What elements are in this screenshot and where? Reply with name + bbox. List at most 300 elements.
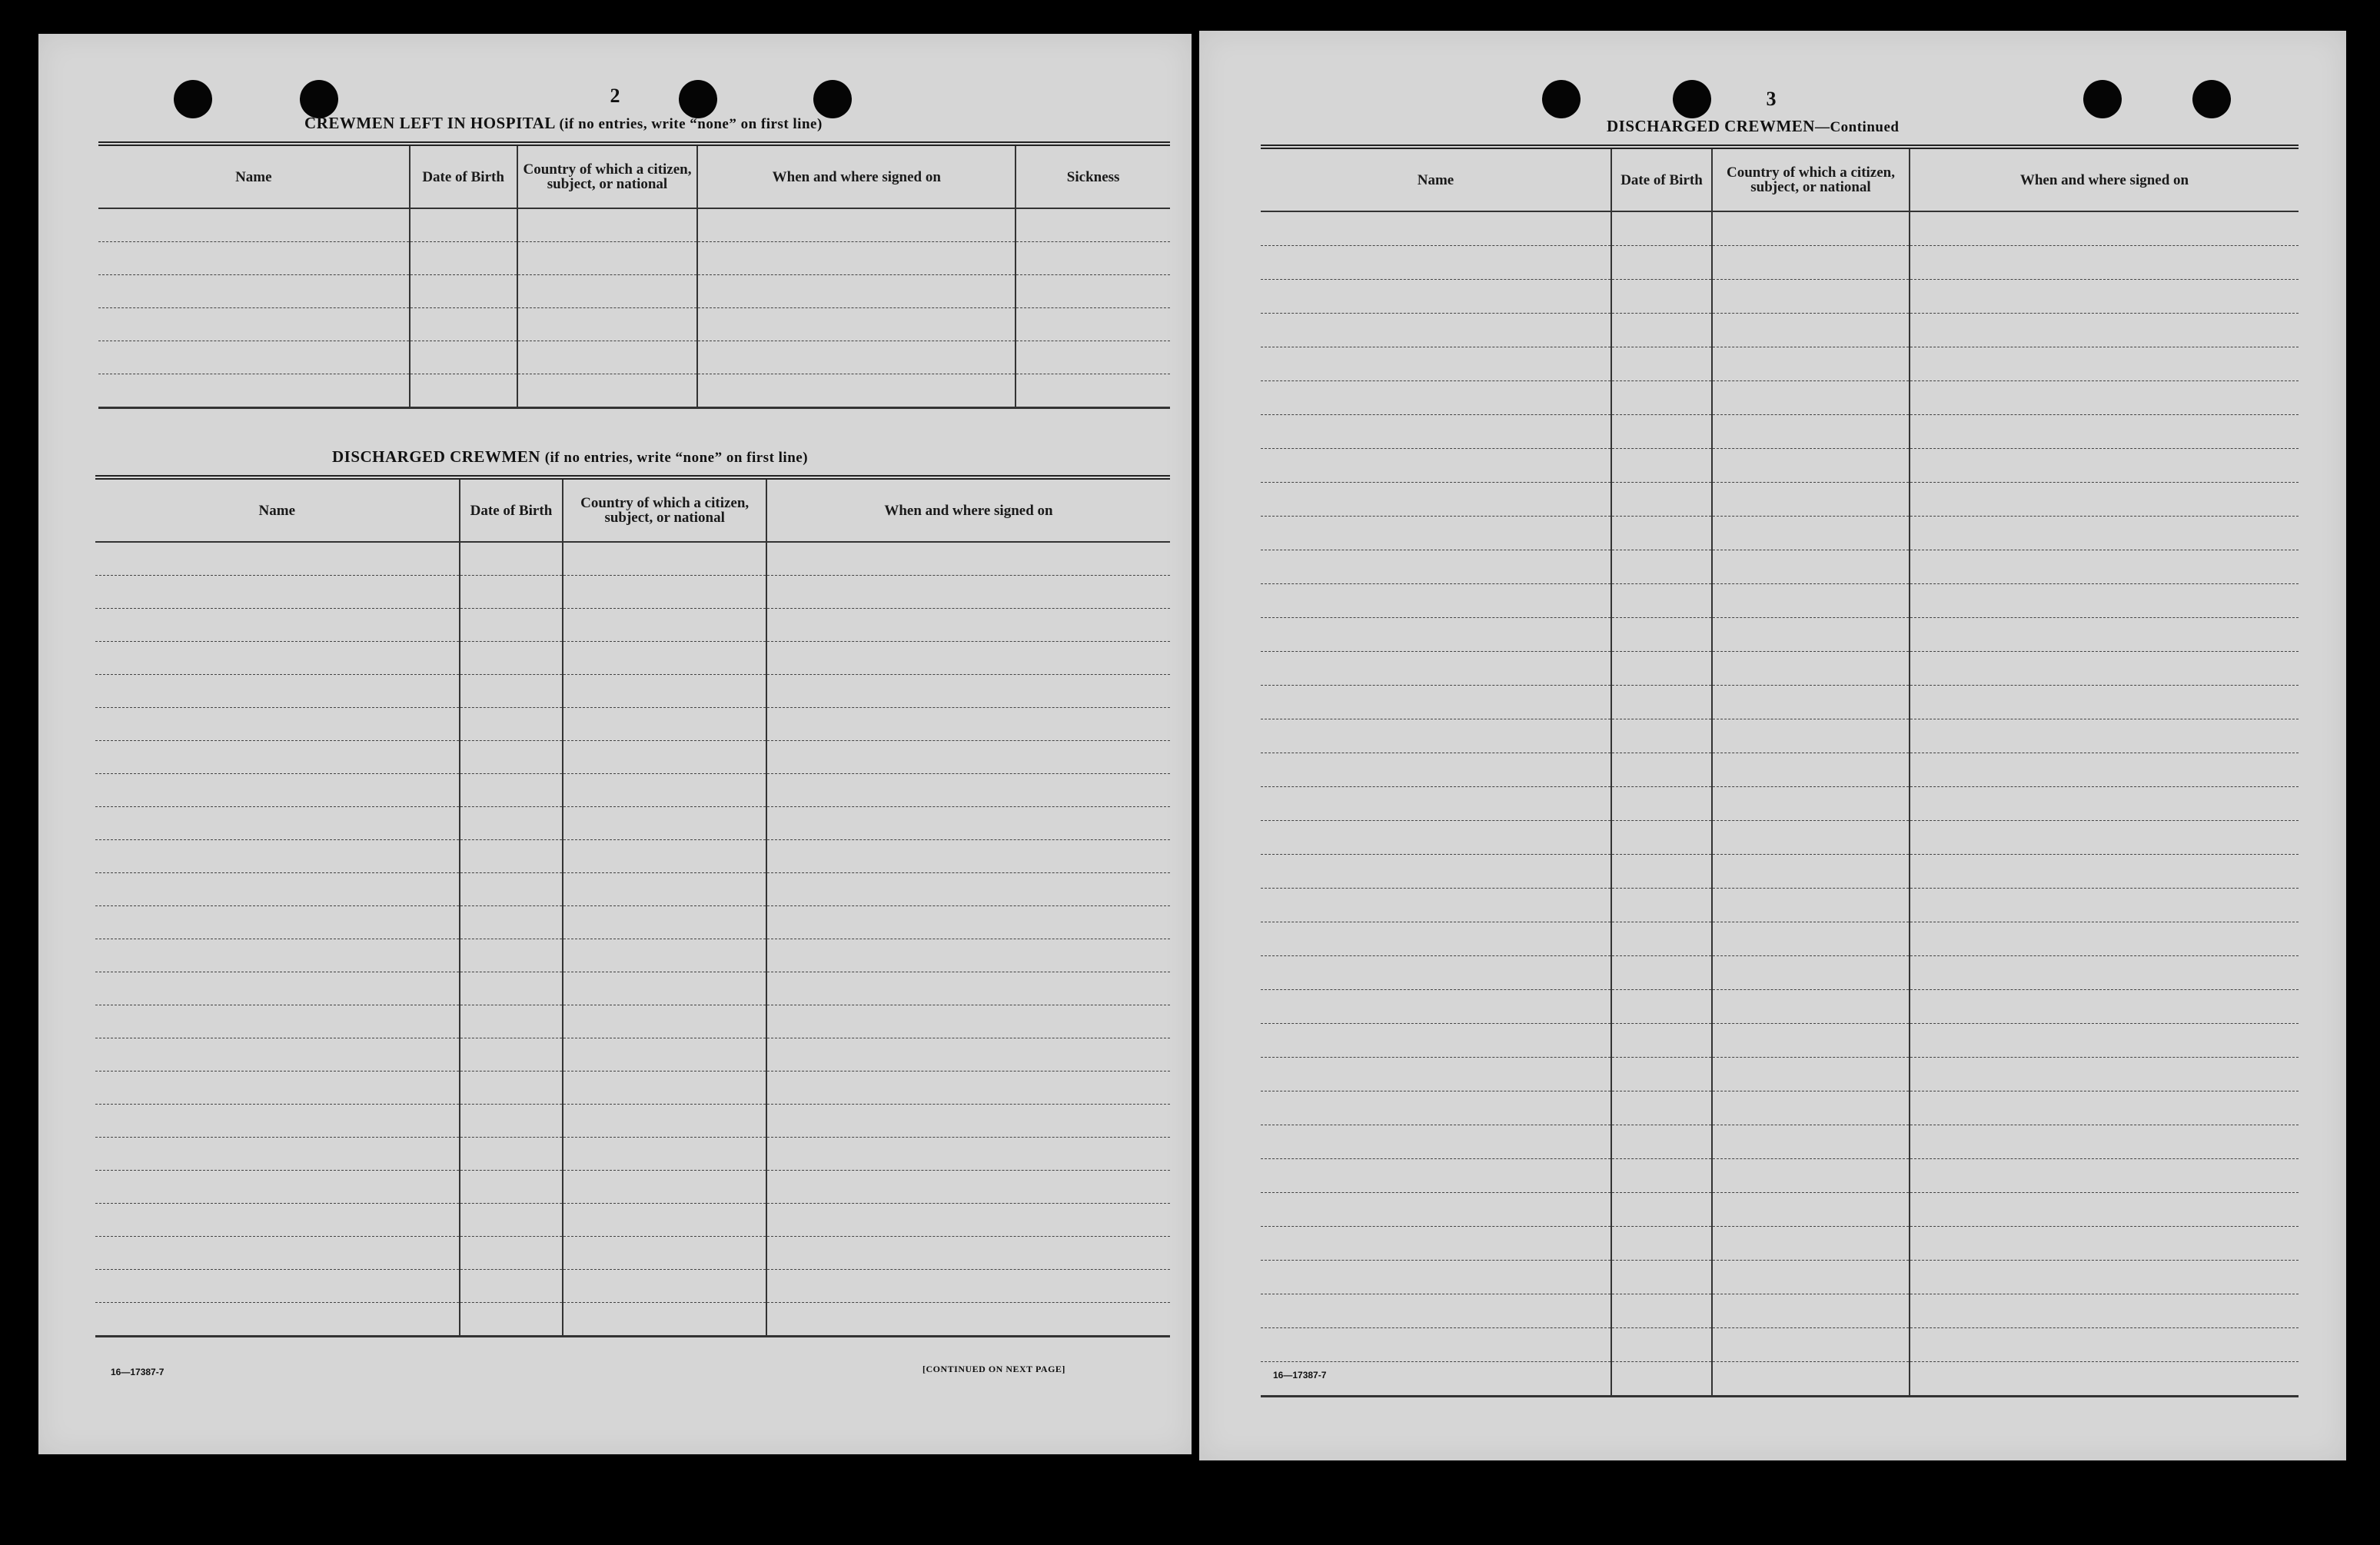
entry-cell[interactable]: [95, 1237, 460, 1270]
discharged-table: [95, 475, 1170, 1337]
entry-cell[interactable]: [460, 1270, 563, 1303]
entry-cell[interactable]: [460, 906, 563, 939]
entry-cell[interactable]: [1261, 1159, 1611, 1193]
entry-cell[interactable]: [1712, 483, 1910, 517]
entry-cell[interactable]: [1261, 347, 1611, 381]
entry-cell[interactable]: [697, 208, 1015, 242]
entry-cell[interactable]: [1261, 550, 1611, 584]
entry-cell[interactable]: [1712, 990, 1910, 1024]
entry-cell[interactable]: [1611, 347, 1712, 381]
entry-cell[interactable]: [98, 242, 410, 275]
entry-cell[interactable]: [766, 906, 1170, 939]
entry-cell[interactable]: [460, 1038, 563, 1072]
entry-cell[interactable]: [1712, 550, 1910, 584]
entry-cell[interactable]: [1712, 347, 1910, 381]
entry-cell[interactable]: [1611, 517, 1712, 550]
entry-cell[interactable]: [1910, 584, 2299, 618]
table-row: [95, 675, 1170, 708]
entry-cell[interactable]: [766, 642, 1170, 675]
entry-cell[interactable]: [563, 1038, 766, 1072]
entry-cell[interactable]: [1910, 415, 2299, 449]
entry-cell[interactable]: [766, 708, 1170, 741]
entry-cell[interactable]: [1611, 483, 1712, 517]
entry-cell[interactable]: [1611, 1362, 1712, 1397]
punch-hole: [2083, 80, 2122, 118]
entry-cell[interactable]: [460, 642, 563, 675]
entry-cell[interactable]: [766, 840, 1170, 873]
entry-cell[interactable]: [1261, 449, 1611, 483]
entry-cell[interactable]: [1910, 1058, 2299, 1091]
entry-cell[interactable]: [95, 542, 460, 576]
entry-cell[interactable]: [1611, 753, 1712, 787]
entry-cell[interactable]: [1910, 1261, 2299, 1294]
entry-cell[interactable]: [460, 1237, 563, 1270]
entry-cell[interactable]: [460, 1105, 563, 1138]
entry-cell[interactable]: [1611, 922, 1712, 956]
entry-cell[interactable]: [1261, 753, 1611, 787]
entry-cell[interactable]: [95, 642, 460, 675]
entry-cell[interactable]: [460, 1171, 563, 1204]
entry-cell[interactable]: [1611, 855, 1712, 889]
entry-cell[interactable]: [766, 609, 1170, 642]
entry-cell[interactable]: [460, 576, 563, 609]
entry-cell[interactable]: [1712, 246, 1910, 280]
entry-cell[interactable]: [1910, 1024, 2299, 1058]
entry-cell[interactable]: [563, 1171, 766, 1204]
entry-cell[interactable]: [1261, 1193, 1611, 1227]
entry-cell[interactable]: [1611, 990, 1712, 1024]
entry-cell[interactable]: [1261, 517, 1611, 550]
entry-cell[interactable]: [1611, 1328, 1712, 1362]
entry-cell[interactable]: [1261, 1091, 1611, 1125]
entry-cell[interactable]: [1611, 550, 1712, 584]
entry-cell[interactable]: [1611, 415, 1712, 449]
entry-cell[interactable]: [766, 675, 1170, 708]
entry-cell[interactable]: [1910, 889, 2299, 922]
entry-cell[interactable]: [1910, 1328, 2299, 1362]
entry-cell[interactable]: [1910, 1091, 2299, 1125]
table-row: [1261, 550, 2299, 584]
entry-cell[interactable]: [1910, 347, 2299, 381]
entry-cell[interactable]: [1611, 449, 1712, 483]
entry-cell[interactable]: [697, 275, 1015, 308]
entry-cell[interactable]: [1261, 990, 1611, 1024]
entry-cell[interactable]: [1261, 652, 1611, 686]
entry-cell[interactable]: [517, 208, 698, 242]
entry-cell[interactable]: [1712, 280, 1910, 314]
entry-cell[interactable]: [460, 807, 563, 840]
entry-cell[interactable]: [1611, 1125, 1712, 1159]
entry-cell[interactable]: [460, 840, 563, 873]
entry-cell[interactable]: [1261, 618, 1611, 652]
entry-cell[interactable]: [766, 873, 1170, 906]
entry-cell[interactable]: [1712, 922, 1910, 956]
entry-cell[interactable]: [1261, 922, 1611, 956]
entry-cell[interactable]: [1261, 855, 1611, 889]
entry-cell[interactable]: [1910, 686, 2299, 719]
entry-cell[interactable]: [1712, 1362, 1910, 1397]
entry-cell[interactable]: [697, 341, 1015, 374]
entry-cell[interactable]: [1910, 1362, 2299, 1397]
entry-cell[interactable]: [1015, 208, 1170, 242]
entry-cell[interactable]: [1712, 821, 1910, 855]
entry-cell[interactable]: [95, 576, 460, 609]
entry-cell[interactable]: [95, 840, 460, 873]
entry-cell[interactable]: [766, 741, 1170, 774]
entry-cell[interactable]: [1712, 1328, 1910, 1362]
hospital-body: [98, 208, 1170, 408]
entry-cell[interactable]: [1712, 719, 1910, 753]
entry-cell[interactable]: [563, 675, 766, 708]
entry-cell[interactable]: [460, 675, 563, 708]
entry-cell[interactable]: [1611, 1159, 1712, 1193]
entry-cell[interactable]: [1261, 787, 1611, 821]
entry-cell[interactable]: [1261, 1261, 1611, 1294]
entry-cell[interactable]: [98, 208, 410, 242]
entry-cell[interactable]: [1261, 246, 1611, 280]
entry-cell[interactable]: [410, 374, 517, 408]
entry-cell[interactable]: [1261, 211, 1611, 246]
entry-cell[interactable]: [517, 341, 698, 374]
continued-body: [1261, 211, 2299, 1397]
entry-cell[interactable]: [1611, 211, 1712, 246]
entry-cell[interactable]: [1611, 719, 1712, 753]
entry-cell[interactable]: [1712, 314, 1910, 347]
entry-cell[interactable]: [766, 542, 1170, 576]
table-row: [1261, 719, 2299, 753]
entry-cell[interactable]: [766, 774, 1170, 807]
entry-cell[interactable]: [1910, 855, 2299, 889]
entry-cell[interactable]: [95, 1005, 460, 1038]
entry-cell[interactable]: [1712, 1294, 1910, 1328]
entry-cell[interactable]: [410, 308, 517, 341]
entry-cell[interactable]: [1910, 246, 2299, 280]
table-row: [95, 642, 1170, 675]
entry-cell[interactable]: [1015, 275, 1170, 308]
entry-cell[interactable]: [1712, 1261, 1910, 1294]
table-row: [1261, 483, 2299, 517]
punch-hole: [1673, 80, 1711, 118]
entry-cell[interactable]: [1611, 686, 1712, 719]
entry-cell[interactable]: [517, 242, 698, 275]
entry-cell[interactable]: [563, 609, 766, 642]
entry-cell[interactable]: [1712, 211, 1910, 246]
table-row: [95, 741, 1170, 774]
entry-cell[interactable]: [1261, 1058, 1611, 1091]
entry-cell[interactable]: [563, 542, 766, 576]
entry-cell[interactable]: [1712, 956, 1910, 990]
entry-cell[interactable]: [563, 1237, 766, 1270]
entry-cell[interactable]: [1261, 821, 1611, 855]
entry-cell[interactable]: [766, 1171, 1170, 1204]
entry-cell[interactable]: [1910, 821, 2299, 855]
entry-cell[interactable]: [563, 741, 766, 774]
entry-cell[interactable]: [1910, 618, 2299, 652]
entry-cell[interactable]: [1712, 787, 1910, 821]
entry-cell[interactable]: [563, 906, 766, 939]
entry-cell[interactable]: [1611, 652, 1712, 686]
entry-cell[interactable]: [95, 1270, 460, 1303]
entry-cell[interactable]: [410, 242, 517, 275]
table-row: [1261, 753, 2299, 787]
entry-cell[interactable]: [1910, 652, 2299, 686]
entry-cell[interactable]: [1261, 314, 1611, 347]
entry-cell[interactable]: [563, 708, 766, 741]
entry-cell[interactable]: [1712, 1159, 1910, 1193]
entry-cell[interactable]: [460, 873, 563, 906]
entry-cell[interactable]: [766, 1005, 1170, 1038]
entry-cell[interactable]: [1910, 280, 2299, 314]
table-row: [98, 308, 1170, 341]
table-row: [1261, 347, 2299, 381]
entry-cell[interactable]: [1611, 246, 1712, 280]
entry-cell[interactable]: [1261, 1125, 1611, 1159]
entry-cell[interactable]: [460, 542, 563, 576]
entry-cell[interactable]: [766, 972, 1170, 1005]
entry-cell[interactable]: [1611, 1058, 1712, 1091]
entry-cell[interactable]: [1712, 1024, 1910, 1058]
entry-cell[interactable]: [697, 242, 1015, 275]
entry-cell[interactable]: [766, 1038, 1170, 1072]
table-row: [95, 576, 1170, 609]
entry-cell[interactable]: [95, 708, 460, 741]
entry-cell[interactable]: [1261, 686, 1611, 719]
column-header: Name: [95, 477, 460, 542]
table-row: [1261, 652, 2299, 686]
entry-cell[interactable]: [563, 873, 766, 906]
discharged-continued-title: DISCHARGED CREWMEN—Continued: [1607, 117, 1900, 135]
entry-cell[interactable]: [766, 807, 1170, 840]
entry-cell[interactable]: [1910, 719, 2299, 753]
entry-cell[interactable]: [95, 1105, 460, 1138]
entry-cell[interactable]: [460, 1072, 563, 1105]
table-row: [98, 242, 1170, 275]
entry-cell[interactable]: [95, 972, 460, 1005]
entry-cell[interactable]: [95, 807, 460, 840]
entry-cell[interactable]: [766, 1204, 1170, 1237]
entry-cell[interactable]: [460, 609, 563, 642]
entry-cell[interactable]: [95, 1072, 460, 1105]
entry-cell[interactable]: [95, 1303, 460, 1337]
entry-cell[interactable]: [766, 1237, 1170, 1270]
entry-cell[interactable]: [410, 208, 517, 242]
entry-cell[interactable]: [1015, 308, 1170, 341]
entry-cell[interactable]: [95, 774, 460, 807]
table-row: [98, 208, 1170, 242]
entry-cell[interactable]: [1910, 211, 2299, 246]
entry-cell[interactable]: [1261, 1227, 1611, 1261]
entry-cell[interactable]: [98, 341, 410, 374]
entry-cell[interactable]: [1611, 1261, 1712, 1294]
entry-cell[interactable]: [95, 609, 460, 642]
discharged-continued-table: [1261, 145, 2299, 1397]
entry-cell[interactable]: [766, 576, 1170, 609]
entry-cell[interactable]: [1611, 787, 1712, 821]
punch-hole: [1542, 80, 1581, 118]
entry-cell[interactable]: [563, 1270, 766, 1303]
entry-cell[interactable]: [95, 1038, 460, 1072]
entry-cell[interactable]: [95, 741, 460, 774]
entry-cell[interactable]: [1910, 449, 2299, 483]
entry-cell[interactable]: [517, 275, 698, 308]
entry-cell[interactable]: [1261, 415, 1611, 449]
table-row: [95, 1270, 1170, 1303]
entry-cell[interactable]: [1611, 584, 1712, 618]
entry-cell[interactable]: [1261, 483, 1611, 517]
entry-cell[interactable]: [460, 774, 563, 807]
entry-cell[interactable]: [1712, 1193, 1910, 1227]
entry-cell[interactable]: [563, 1105, 766, 1138]
entry-cell[interactable]: [1015, 374, 1170, 408]
entry-cell[interactable]: [1261, 1294, 1611, 1328]
entry-cell[interactable]: [517, 308, 698, 341]
table-row: [95, 939, 1170, 972]
entry-cell[interactable]: [410, 275, 517, 308]
entry-cell[interactable]: [1910, 1193, 2299, 1227]
entry-cell[interactable]: [1712, 1125, 1910, 1159]
entry-cell[interactable]: [1712, 618, 1910, 652]
entry-cell[interactable]: [460, 1204, 563, 1237]
entry-cell[interactable]: [1712, 517, 1910, 550]
entry-cell[interactable]: [1611, 381, 1712, 415]
entry-cell[interactable]: [1910, 517, 2299, 550]
entry-cell[interactable]: [1712, 449, 1910, 483]
entry-cell[interactable]: [1712, 584, 1910, 618]
entry-cell[interactable]: [1712, 686, 1910, 719]
column-header: Country of which a citizen, subject, or national: [517, 144, 698, 208]
entry-cell[interactable]: [697, 374, 1015, 408]
entry-cell[interactable]: [1261, 889, 1611, 922]
entry-cell[interactable]: [766, 1105, 1170, 1138]
entry-cell[interactable]: [460, 1138, 563, 1171]
entry-cell[interactable]: [563, 1005, 766, 1038]
entry-cell[interactable]: [1611, 1024, 1712, 1058]
entry-cell[interactable]: [95, 906, 460, 939]
table-row: [95, 840, 1170, 873]
entry-cell[interactable]: [1261, 280, 1611, 314]
entry-cell[interactable]: [98, 374, 410, 408]
entry-cell[interactable]: [1910, 1294, 2299, 1328]
entry-cell[interactable]: [1261, 1328, 1611, 1362]
entry-cell[interactable]: [766, 1270, 1170, 1303]
table-row: [95, 1038, 1170, 1072]
entry-cell[interactable]: [1611, 1193, 1712, 1227]
entry-cell[interactable]: [563, 642, 766, 675]
entry-cell[interactable]: [1910, 990, 2299, 1024]
entry-cell[interactable]: [1910, 922, 2299, 956]
table-row: [95, 906, 1170, 939]
entry-cell[interactable]: [1611, 1227, 1712, 1261]
entry-cell[interactable]: [95, 675, 460, 708]
table-row: [1261, 1261, 2299, 1294]
entry-cell[interactable]: [95, 1138, 460, 1171]
entry-cell[interactable]: [1611, 1294, 1712, 1328]
column-header: Date of Birth: [1611, 147, 1712, 211]
entry-cell[interactable]: [563, 1072, 766, 1105]
entry-cell[interactable]: [460, 1303, 563, 1337]
entry-cell[interactable]: [1910, 753, 2299, 787]
entry-cell[interactable]: [1261, 584, 1611, 618]
entry-cell[interactable]: [563, 576, 766, 609]
entry-cell[interactable]: [460, 741, 563, 774]
entry-cell[interactable]: [1910, 1125, 2299, 1159]
column-header: Country of which a citizen, subject, or national: [563, 477, 766, 542]
entry-cell[interactable]: [563, 1138, 766, 1171]
entry-cell[interactable]: [95, 939, 460, 972]
entry-cell[interactable]: [460, 708, 563, 741]
entry-cell[interactable]: [1611, 618, 1712, 652]
entry-cell[interactable]: [1712, 889, 1910, 922]
column-header: When and where signed on: [1910, 147, 2299, 211]
entry-cell[interactable]: [1712, 652, 1910, 686]
entry-cell[interactable]: [563, 939, 766, 972]
entry-cell[interactable]: [1611, 1091, 1712, 1125]
entry-cell[interactable]: [1261, 1024, 1611, 1058]
entry-cell[interactable]: [1712, 1058, 1910, 1091]
entry-cell[interactable]: [1611, 821, 1712, 855]
entry-cell[interactable]: [95, 873, 460, 906]
entry-cell[interactable]: [1910, 956, 2299, 990]
entry-cell[interactable]: [1712, 415, 1910, 449]
entry-cell[interactable]: [766, 1072, 1170, 1105]
table-row: [1261, 584, 2299, 618]
entry-cell[interactable]: [1910, 550, 2299, 584]
entry-cell[interactable]: [517, 374, 698, 408]
entry-cell[interactable]: [1611, 956, 1712, 990]
entry-cell[interactable]: [766, 939, 1170, 972]
entry-cell[interactable]: [95, 1171, 460, 1204]
entry-cell[interactable]: [95, 1204, 460, 1237]
entry-cell[interactable]: [1611, 889, 1712, 922]
entry-cell[interactable]: [1015, 341, 1170, 374]
entry-cell[interactable]: [98, 275, 410, 308]
entry-cell[interactable]: [1611, 280, 1712, 314]
entry-cell[interactable]: [563, 1204, 766, 1237]
entry-cell[interactable]: [460, 939, 563, 972]
entry-cell[interactable]: [1910, 483, 2299, 517]
entry-cell[interactable]: [1712, 855, 1910, 889]
entry-cell[interactable]: [1910, 314, 2299, 347]
entry-cell[interactable]: [1261, 719, 1611, 753]
entry-cell[interactable]: [98, 308, 410, 341]
entry-cell[interactable]: [1712, 381, 1910, 415]
entry-cell[interactable]: [1712, 753, 1910, 787]
entry-cell[interactable]: [1910, 381, 2299, 415]
entry-cell[interactable]: [1712, 1091, 1910, 1125]
entry-cell[interactable]: [563, 1303, 766, 1337]
entry-cell[interactable]: [410, 341, 517, 374]
entry-cell[interactable]: [563, 840, 766, 873]
entry-cell[interactable]: [1611, 314, 1712, 347]
entry-cell[interactable]: [1015, 242, 1170, 275]
entry-cell[interactable]: [460, 1005, 563, 1038]
entry-cell[interactable]: [460, 972, 563, 1005]
table-row: [95, 1005, 1170, 1038]
entry-cell[interactable]: [563, 972, 766, 1005]
entry-cell[interactable]: [563, 807, 766, 840]
entry-cell[interactable]: [1261, 381, 1611, 415]
entry-cell[interactable]: [1910, 1159, 2299, 1193]
table-row: [95, 774, 1170, 807]
entry-cell[interactable]: [766, 1138, 1170, 1171]
entry-cell[interactable]: [1910, 1227, 2299, 1261]
entry-cell[interactable]: [563, 774, 766, 807]
entry-cell[interactable]: [697, 308, 1015, 341]
entry-cell[interactable]: [1261, 956, 1611, 990]
entry-cell[interactable]: [1712, 1227, 1910, 1261]
entry-cell[interactable]: [766, 1303, 1170, 1337]
entry-cell[interactable]: [1910, 787, 2299, 821]
